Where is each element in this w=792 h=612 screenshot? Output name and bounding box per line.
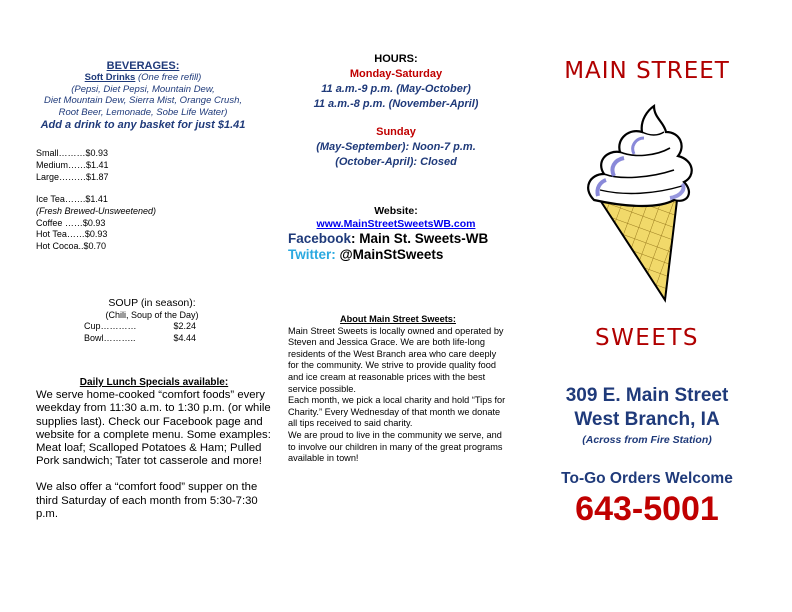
hot-drink-prices (36, 194, 256, 253)
weekday-label: Monday-Saturday (349, 68, 443, 80)
soup-title: SOUP (in season): (108, 297, 196, 309)
about-paragraph: Each month, we pick a local charity and hold “Tips for Charity.” Every Wednesday of that month we donate all tips received to said charity. (288, 395, 506, 429)
price-line: Coffee ……$0.93 (36, 217, 106, 228)
hours-title: HOURS: (374, 53, 418, 65)
about-section (288, 314, 508, 465)
price-line: Large………$1.87 (36, 171, 109, 182)
price-line: Hot Cocoa..$0.70 (36, 241, 107, 252)
soft-drinks-label: Soft Drinks (84, 72, 136, 83)
address-line: West Branch, IA (574, 409, 720, 430)
website-section (288, 204, 504, 263)
ice-cream-cone-icon (570, 100, 720, 310)
address-block (536, 384, 758, 448)
soup-row (84, 333, 196, 345)
price-note: (Fresh Brewed-Unsweetened) (36, 205, 157, 216)
lunch-title: Daily Lunch Specials available: (79, 377, 229, 388)
website-label: Website: (374, 205, 418, 217)
sunday-hours: (May-September): Noon-7 p.m. (316, 141, 476, 153)
about-title: About Main Street Sweets: (340, 314, 456, 324)
soup-item-name: Bowl……….. (84, 332, 136, 343)
add-drink-offer: Add a drink to any basket for just $1.41 (40, 119, 246, 131)
phone-number: 643-5001 (575, 490, 719, 528)
address-note: (Across from Fire Station) (582, 434, 712, 446)
soup-item-price: $4.44 (173, 332, 196, 343)
supper-description: We also offer a “comfort food” supper on the third Saturday of each month from 5:30-7:30 p.m. (36, 481, 258, 520)
price-line: Ice Tea…….$1.41 (36, 194, 108, 204)
price-line: Hot Tea……$0.93 (36, 229, 108, 240)
about-paragraph: We are proud to live in the community we serve, and to involve our children in many of the great programs available in town! (288, 429, 503, 464)
twitter-line (288, 247, 504, 263)
drink-line: (Pepsi, Diet Pepsi, Mountain Dew, (71, 83, 215, 95)
weekday-hours: 11 a.m.-8 p.m. (November-April) (313, 98, 479, 110)
brand-title-top: MAIN STREET (564, 58, 730, 84)
soup-item-price: $2.24 (173, 321, 196, 332)
lunch-specials-section (36, 376, 272, 521)
hours-section (290, 52, 502, 170)
brand-title-bottom: SWEETS (594, 325, 700, 351)
website-link[interactable]: www.MainStreetSweetsWB.com (316, 218, 476, 230)
soup-row (84, 321, 196, 333)
soft-drink-prices (36, 148, 236, 183)
sunday-hours: (October-April): Closed (335, 156, 457, 168)
address-line: 309 E. Main Street (565, 385, 729, 406)
soup-section (60, 298, 244, 344)
price-line: Medium……$1.41 (36, 159, 109, 170)
soft-drinks-note: (One free refill) (137, 72, 202, 83)
soup-note: (Chili, Soup of the Day) (105, 309, 199, 320)
weekday-hours: 11 a.m.-9 p.m. (May-October) (321, 83, 471, 95)
soft-drinks-heading (20, 72, 266, 84)
facebook-line (288, 231, 504, 247)
lunch-description: We serve home-cooked “comfort foods” every weekday from 11:30 a.m. to 1:30 p.m. (or while supplies last). Check our Facebook page and website for a complete menu. Some examples: Meat loaf; Scalloped Potatoes & Ham; Pulled Pork sandwich; Tater tot casserole and more! (36, 389, 271, 468)
twitter-handle: @MainStSweets (335, 247, 444, 262)
price-line: Small………$0.93 (36, 148, 109, 158)
facebook-handle: : Main St. Sweets-WB (351, 231, 489, 246)
twitter-label: Twitter: (288, 247, 336, 262)
beverages-section (20, 60, 266, 131)
drink-line: Diet Mountain Dew, Sierra Mist, Orange Crush, (44, 95, 242, 106)
soup-item-name: Cup………… (84, 321, 137, 332)
sunday-label: Sunday (376, 126, 416, 138)
beverages-title: BEVERAGES: (106, 60, 180, 72)
about-paragraph: Main Street Sweets is locally owned and operated by Steven and Jessica Grace. We are both life-long residents of the West Branch area who care deeply for the community. We strive to provide quality food and ice cream at reasonable prices with the best service possible. (288, 325, 504, 394)
facebook-label: Facebook (288, 231, 352, 246)
drink-line: Root Beer, Lemonade, Sobe Life Water) (58, 106, 228, 118)
to-go-orders: To-Go Orders Welcome (561, 470, 733, 487)
